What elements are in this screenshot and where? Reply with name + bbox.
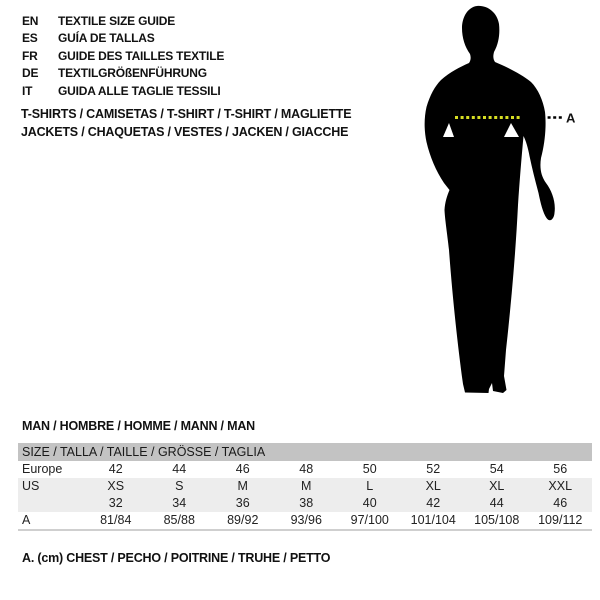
row-label: US <box>22 479 40 493</box>
table-cell: 50 <box>362 462 377 476</box>
table-cell: 85/88 <box>163 513 195 527</box>
language-code: FR <box>22 48 38 63</box>
table-cell: 42 <box>108 462 123 476</box>
table-cell: 46 <box>553 496 568 510</box>
language-row-de <box>22 65 224 82</box>
table-cell: L <box>366 479 374 493</box>
size-table <box>18 443 592 531</box>
man-silhouette <box>425 6 555 393</box>
table-cell: S <box>175 479 184 493</box>
language-list <box>22 13 224 100</box>
product-categories <box>21 105 351 141</box>
table-cell: XXL <box>548 479 573 493</box>
measure-label-a: A <box>566 110 575 126</box>
language-label: GUIDA ALLE TAGLIE TESSILI <box>58 83 221 98</box>
table-cell: 89/92 <box>227 513 259 527</box>
table-cell: 81/84 <box>100 513 132 527</box>
table-cell: 109/112 <box>538 513 583 527</box>
table-cell: 36 <box>235 496 250 510</box>
row-label <box>18 495 84 512</box>
table-cell: M <box>301 479 312 493</box>
row-label: A <box>22 513 31 527</box>
table-cell: XL <box>425 479 441 493</box>
language-row-fr <box>22 48 224 65</box>
language-label: TEXTILGRÖßENFÜHRUNG <box>58 66 207 81</box>
table-cell: 38 <box>299 496 314 510</box>
language-code: ES <box>22 31 38 46</box>
language-label: GUÍA DE TALLAS <box>58 31 155 46</box>
man-silhouette-figure <box>405 0 575 400</box>
table-cell: XL <box>489 479 505 493</box>
table-cell: 32 <box>108 496 123 510</box>
size-table-header: SIZE / TALLA / TAILLE / GRÖSSE / TAGLIA <box>18 443 592 461</box>
table-row-us <box>18 478 592 495</box>
product-line-jackets: JACKETS / CHAQUETAS / VESTES / JACKEN / GIACCHE <box>21 125 349 139</box>
table-cell: 54 <box>489 462 504 476</box>
language-code: IT <box>22 83 33 98</box>
table-cell: 44 <box>172 462 187 476</box>
table-row-europe <box>18 461 592 478</box>
language-row-en <box>22 13 224 30</box>
language-row-es <box>22 30 224 47</box>
table-cell: 97/100 <box>350 513 389 527</box>
language-label: TEXTILE SIZE GUIDE <box>58 14 176 28</box>
table-cell: 34 <box>172 496 187 510</box>
table-cell: 101/104 <box>410 513 456 527</box>
language-row-it <box>22 83 224 100</box>
table-row-chest-a <box>18 512 592 529</box>
table-cell: 93/96 <box>290 513 322 527</box>
table-row-numeric <box>18 495 592 512</box>
measure-caption: A. (cm) CHEST / PECHO / POITRINE / TRUHE / PETTO <box>22 551 331 565</box>
table-cell: 56 <box>553 462 568 476</box>
table-cell: 40 <box>362 496 377 510</box>
table-cell: M <box>237 479 248 493</box>
language-code: EN <box>22 14 39 28</box>
table-cell: 52 <box>426 462 441 476</box>
language-label: GUIDE DES TAILLES TEXTILE <box>58 48 225 63</box>
table-cell: 105/108 <box>474 513 520 527</box>
table-cell: 42 <box>426 496 441 510</box>
table-cell: 44 <box>489 496 504 510</box>
product-line-tshirts: T-SHIRTS / CAMISETAS / T-SHIRT / T-SHIRT / MAGLIETTE <box>21 107 352 121</box>
table-cell: 48 <box>299 462 314 476</box>
section-title-man: MAN / HOMBRE / HOMME / MANN / MAN <box>22 419 255 433</box>
language-code: DE <box>22 66 39 81</box>
table-cell: 46 <box>235 462 250 476</box>
table-cell: XS <box>107 479 125 493</box>
row-label: Europe <box>22 462 63 476</box>
